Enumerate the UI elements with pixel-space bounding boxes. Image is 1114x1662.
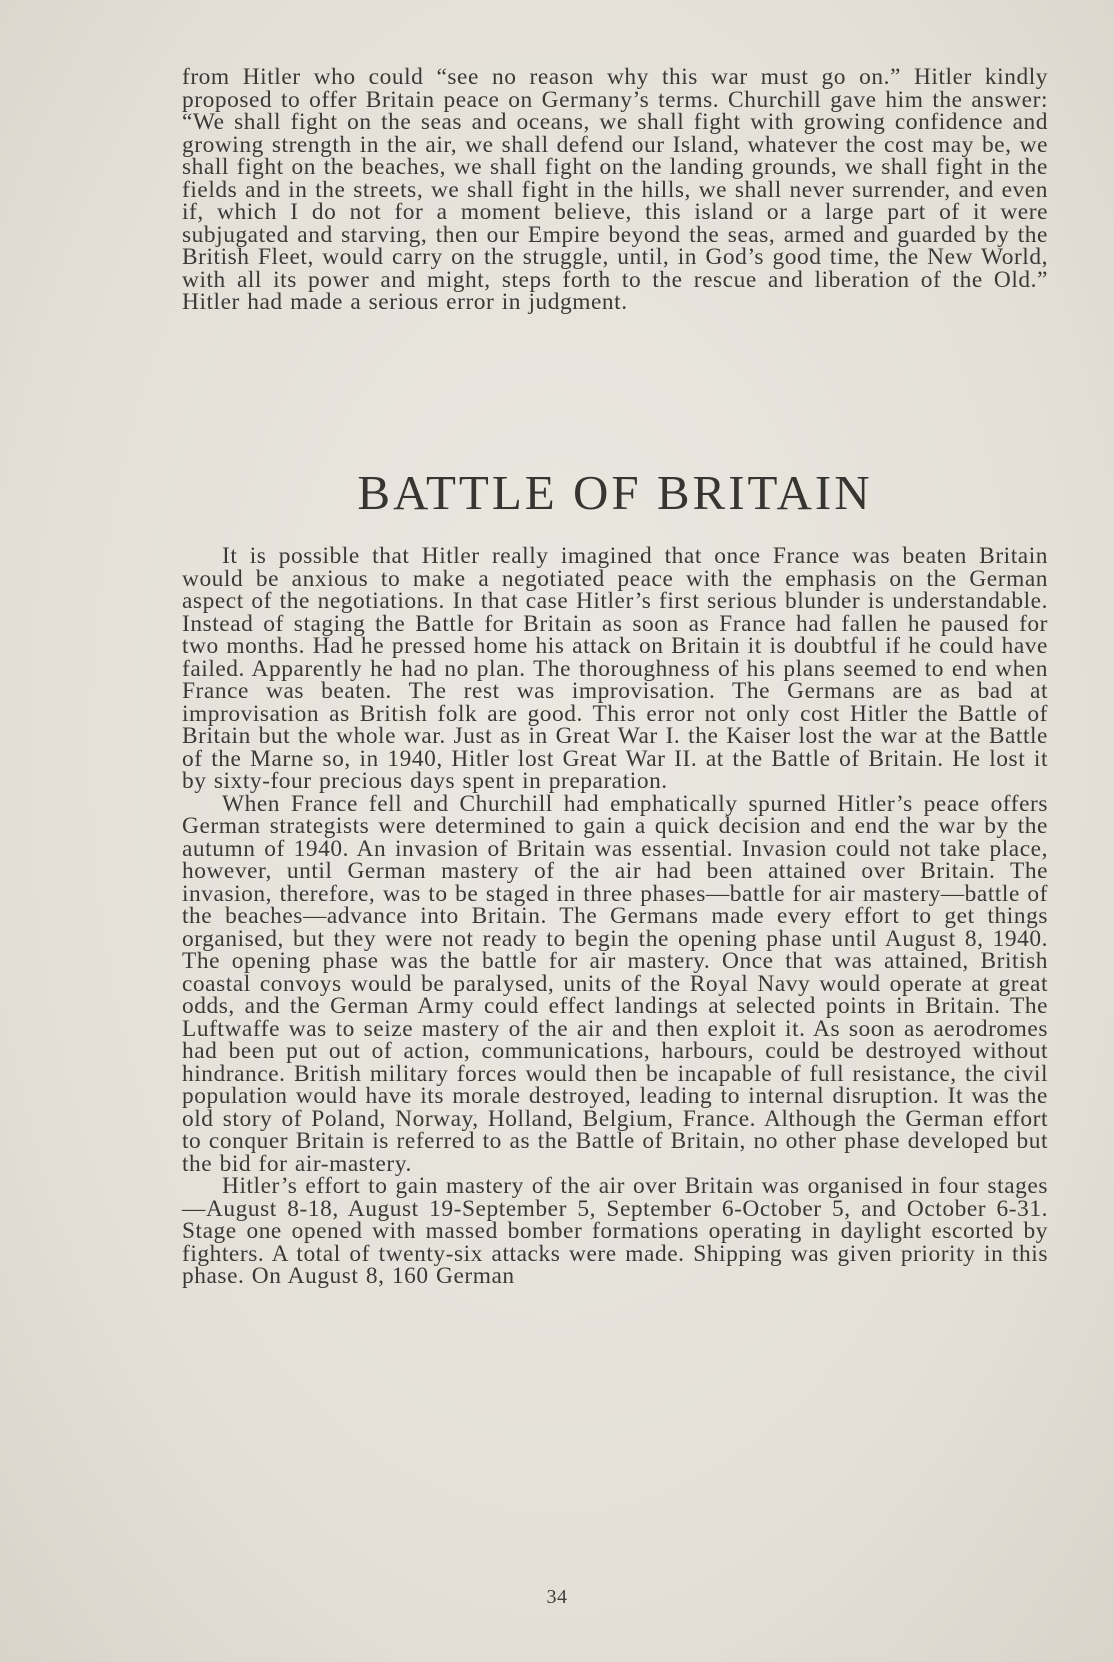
- intro-text: [182, 66, 1048, 314]
- body-paragraph-1: It is possible that Hitler really imagined that once France was beaten Britain would be anxious to make a negotiated peace with the emphasis on the German aspect of the negotiations. In that case Hitler’s first serious blunder is understandable. Instead of staging the Battle for Britain as soon as France had fallen he paused for two months. Had he pressed home his attack on Britain it is doubtful if he could have failed. Apparently he had no plan. The thoroughness of his plans seemed to end when France was beaten. The rest was improvisation. The Germans are as bad at improvisation as British folk are good. This error not only cost Hitler the Battle of Britain but the whole war. Just as in Great War I. the Kaiser lost the war at the Battle of the Marne so, in 1940, Hitler lost Great War II. at the Battle of Britain. He lost it by sixty-four precious days spent in preparation.: [182, 543, 1048, 794]
- body-paragraph-2: When France fell and Churchill had emphatically spurned Hitler’s peace offers German strategists were determined to gain a quick decision and end the war by the autumn of 1940. An invasion of Britain was essential. Invasion could not take place, however, until German mastery of the air had been attained over Britain. The invasion, therefore, was to be staged in three phases—battle for air mastery—battle of the beaches—advance into Britain. The Germans made every effort to get things organised, but they were not ready to begin the opening phase until August 8, 1940. The opening phase was the battle for air mastery. Once that was attained, British coastal convoys would be paralysed, units of the Royal Navy would operate at great odds, and the German Army could effect landings at selected points in Britain. The Luftwaffe was to seize mastery of the air and then exploit it. As soon as aerodromes had been put out of action, communications, harbours, could be destroyed without hindrance. British military forces would then be incapable of full resistance, the civil population would have its morale destroyed, leading to internal disruption. It was the old story of Poland, Norway, Holland, Belgium, France. Although the German effort to conquer Britain is referred to as the Battle of Britain, no other phase developed but the bid for air-mastery.: [182, 790, 1048, 1177]
- body-paragraph-3: Hitler’s effort to gain mastery of the air over Britain was organised in four stages—August 8-18, August 19-September 5, September 6-October 5, and October 6-31. Stage one opened with massed bomber formations operating in daylight escorted by fighters. A total of twenty-six attacks were made. Shipping was given priority in this phase. On August 8, 160 German: [182, 1173, 1048, 1289]
- section-body: [182, 545, 1048, 1288]
- intro-paragraph: from Hitler who could “see no reason why this war must go on.” Hitler kindly proposed to offer Britain peace on Germany’s terms. Churchill gave him the answer: “We shall fight on the seas and oceans, we shall fight with growing confidence and growing strength in the air, we shall defend our Island, whatever the cost may be, we shall fight on the beaches, we shall fight on the landing grounds, we shall fight in the fields and in the streets, we shall fight in the hills, we shall never surrender, and even if, which I do not for a moment believe, this island or a large part of it were subjugated and starving, then our Empire beyond the seas, armed and guarded by the British Fleet, would carry on the struggle, until, in God’s good time, the New World, with all its power and might, steps forth to the rescue and liberation of the Old.” Hitler had made a serious error in judgment.: [182, 64, 1048, 315]
- page-number: 34: [546, 1586, 568, 1608]
- section-heading: BATTLE OF BRITAIN: [357, 465, 873, 520]
